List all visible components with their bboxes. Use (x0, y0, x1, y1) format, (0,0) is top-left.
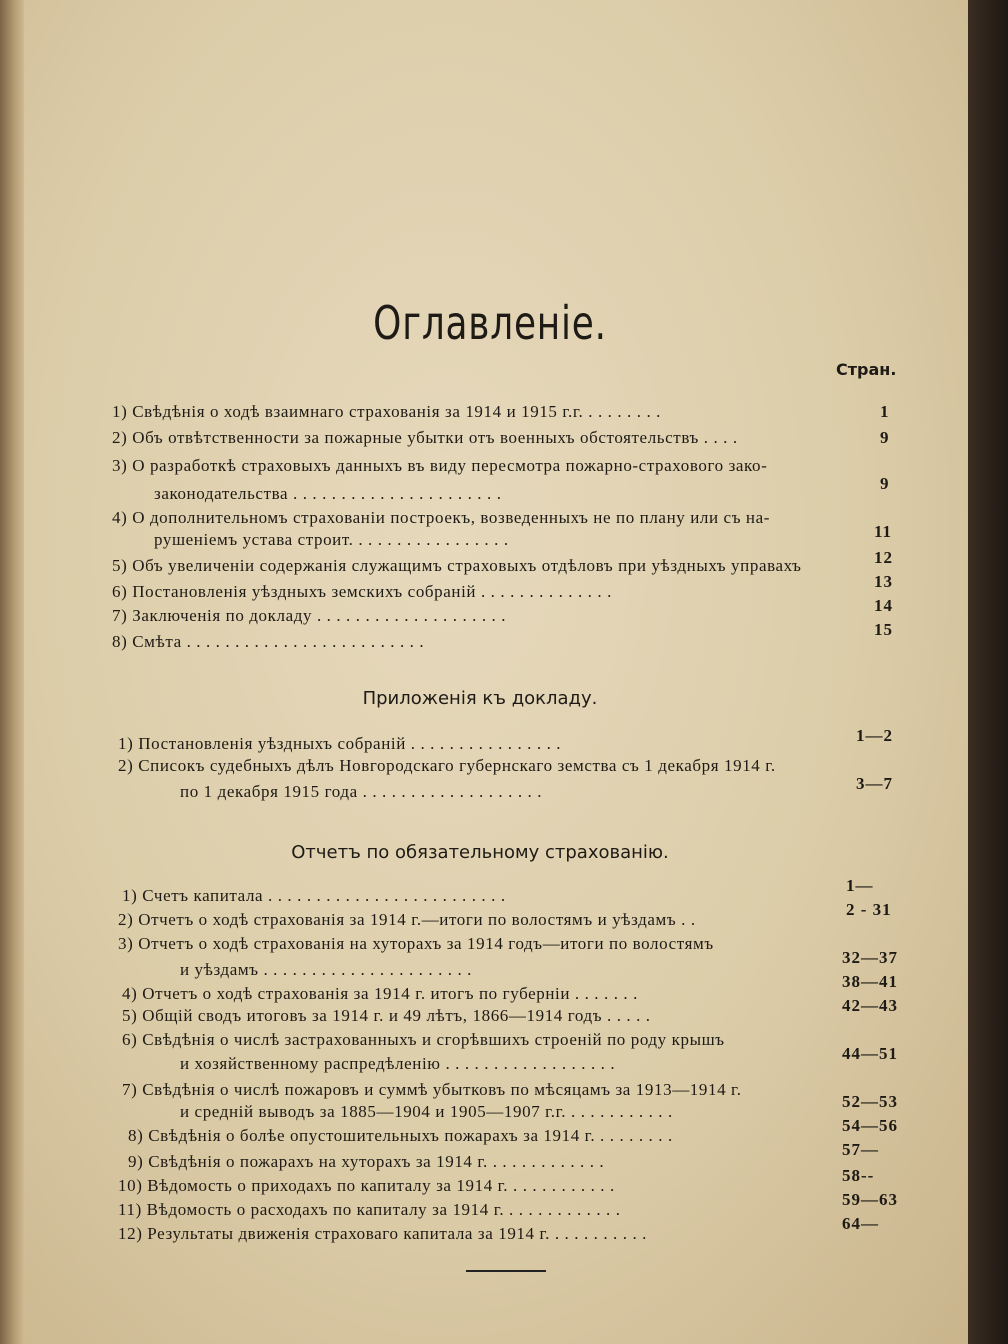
book-binding (0, 0, 24, 1344)
report-page-number: 42—43 (842, 996, 898, 1015)
toc-entry: 8) Смѣта . . . . . . . . . . . . . . . . . . . . . . . . . (112, 632, 425, 651)
page-column-label: Стран. (836, 360, 897, 379)
report-entry-continuation: и хозяйственному распредѣленію . . . . . . . . . . . . . . . . . . (180, 1054, 616, 1073)
toc-page-number: 15 (874, 620, 893, 639)
report-entry: 5) Общій сводъ итоговъ за 1914 г. и 49 лѣтъ, 1866—1914 годъ . . . . . (122, 1006, 651, 1025)
toc-entry-continuation: рушеніемъ устава строит. . . . . . . . . . . . . . . . . (154, 530, 509, 549)
toc-page-number: 12 (874, 548, 893, 567)
toc-page-number: 9 (880, 474, 890, 493)
report-entry: 10) Вѣдомость о приходахъ по капиталу за 1914 г. . . . . . . . . . . . (118, 1176, 615, 1195)
report-entry-continuation: и средній выводъ за 1885—1904 и 1905—1907 г.г. . . . . . . . . . . . (180, 1102, 673, 1121)
report-page-number: 38—41 (842, 972, 898, 991)
report-entry: 2) Отчетъ о ходѣ страхованія за 1914 г.—итоги по волостямъ и уѣздамъ . . (118, 910, 696, 929)
report-page-number: 59—63 (842, 1190, 898, 1209)
report-page-number: 57— (842, 1140, 879, 1159)
report-page-number: 2 - 31 (846, 900, 892, 919)
toc-entry: 2) Объ отвѣтственности за пожарные убытки отъ военныхъ обстоятельствъ . . . . (112, 428, 738, 447)
page-title: Оглавленіе. (373, 296, 607, 350)
report-heading: Отчетъ по обязательному страхованію. (291, 842, 669, 863)
report-entry: 8) Свѣдѣнія о болѣе опустошительныхъ пожарахъ за 1914 г. . . . . . . . . (128, 1126, 673, 1145)
toc-entry: 7) Заключенія по докладу . . . . . . . . . . . . . . . . . . . . (112, 606, 507, 625)
report-entry: 3) Отчетъ о ходѣ страхованія на хуторахъ за 1914 годъ—итоги по волостямъ (118, 934, 714, 953)
report-entry: 12) Результаты движенія страховаго капитала за 1914 г. . . . . . . . . . . (118, 1224, 647, 1243)
appendix-entry-continuation: по 1 декабря 1915 года . . . . . . . . . . . . . . . . . . . (180, 782, 543, 801)
report-entry: 4) Отчетъ о ходѣ страхованія за 1914 г. итогъ по губерніи . . . . . . . (122, 984, 638, 1003)
report-entry: 6) Свѣдѣнія о числѣ застрахованныхъ и сгорѣвшихъ строеній по роду крышъ (122, 1030, 725, 1049)
report-page-number: 64— (842, 1214, 879, 1233)
report-entry: 7) Свѣдѣнія о числѣ пожаровъ и суммѣ убытковъ по мѣсяцамъ за 1913—1914 г. (122, 1080, 742, 1099)
toc-page-number: 14 (874, 596, 893, 615)
toc-page-number: 1 (880, 402, 890, 421)
toc-page-number: 13 (874, 572, 893, 591)
toc-entry: 6) Постановленія уѣздныхъ земскихъ собраній . . . . . . . . . . . . . . (112, 582, 612, 601)
toc-entry: 4) О дополнительномъ страхованіи построекъ, возведенныхъ не по плану или съ на- (112, 508, 771, 527)
report-page-number: 1— (846, 876, 874, 895)
appendix-heading: Приложенія къ докладу. (362, 688, 598, 709)
toc-entry: 1) Свѣдѣнія о ходѣ взаимнаго страхованія за 1914 и 1915 г.г. . . . . . . . . (112, 402, 661, 421)
report-entry: 11) Вѣдомость о расходахъ по капиталу за 1914 г. . . . . . . . . . . . . (118, 1200, 621, 1219)
report-entry: 1) Счетъ капитала . . . . . . . . . . . . . . . . . . . . . . . . . (122, 886, 506, 905)
report-entry: 9) Свѣдѣнія о пожарахъ на хуторахъ за 1914 г. . . . . . . . . . . . . (128, 1152, 605, 1171)
toc-entry: 5) Объ увеличеніи содержанія служащимъ страховыхъ отдѣловъ при уѣздныхъ управахъ (112, 556, 802, 575)
appendix-entry: 2) Списокъ судебныхъ дѣлъ Новгородскаго губернскаго земства съ 1 декабря 1914 г. (118, 756, 776, 775)
report-page-number: 58-- (842, 1166, 875, 1185)
toc-page-number: 9 (880, 428, 890, 447)
closing-rule (466, 1270, 546, 1272)
report-page-number: 54—56 (842, 1116, 898, 1135)
appendix-page-number: 3—7 (856, 774, 893, 793)
report-page-number: 32—37 (842, 948, 898, 967)
toc-page-number: 11 (874, 522, 893, 541)
toc-entry: 3) О разработкѣ страховыхъ данныхъ въ виду пересмотра пожарно-страхового зако- (112, 456, 768, 475)
appendix-page-number: 1—2 (856, 726, 893, 745)
book-cover-edge (968, 0, 1008, 1344)
report-page-number: 44—51 (842, 1044, 898, 1063)
toc-entry-continuation: законодательства . . . . . . . . . . . . . . . . . . . . . . (154, 484, 502, 503)
report-page-number: 52—53 (842, 1092, 898, 1111)
appendix-entry: 1) Постановленія уѣздныхъ собраній . . . . . . . . . . . . . . . . (118, 734, 562, 753)
report-entry-continuation: и уѣздамъ . . . . . . . . . . . . . . . . . . . . . . (180, 960, 473, 979)
